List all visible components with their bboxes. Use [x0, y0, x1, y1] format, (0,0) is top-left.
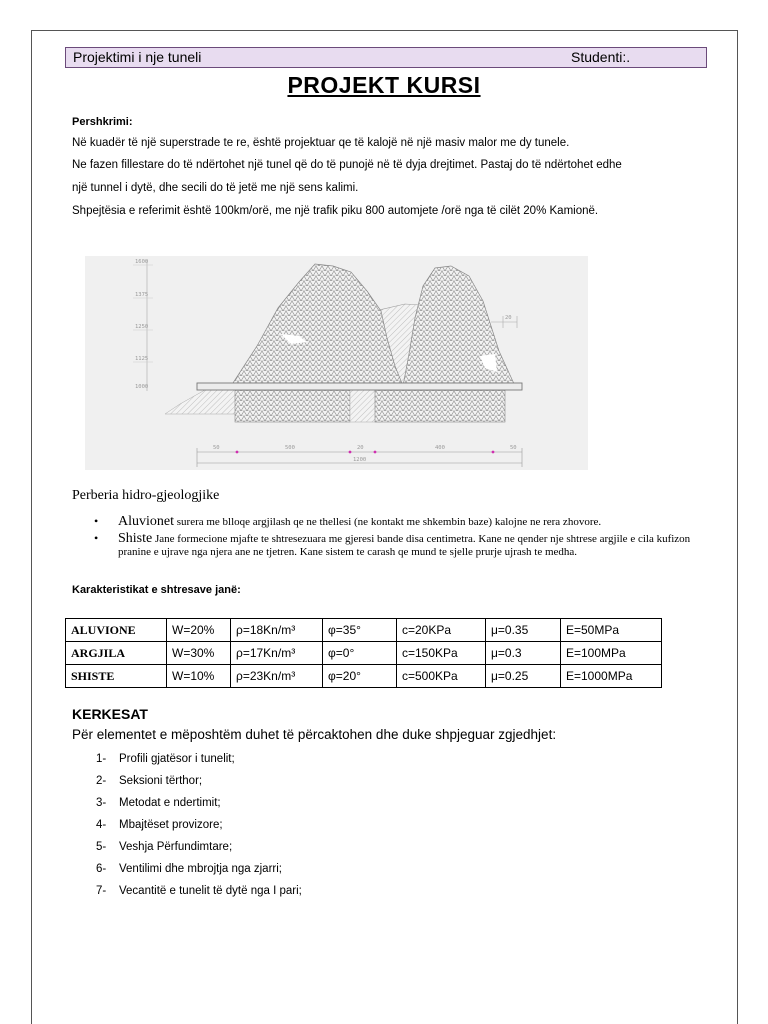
- table-row: [66, 642, 662, 665]
- dimension-label: 50: [213, 445, 220, 451]
- table-cell: c=20KPa: [397, 619, 486, 642]
- bullet-icon: •: [94, 531, 99, 545]
- header-course-title: Projektimi i nje tuneli: [73, 49, 202, 65]
- bullet-term: Aluvionet: [118, 514, 174, 529]
- list-text: Vecantitë e tunelit të dytë nga I pari;: [119, 885, 302, 897]
- list-text: Ventilimi dhe mbrojtja nga zjarri;: [119, 863, 282, 875]
- bullet-icon: •: [94, 514, 99, 528]
- table-cell: ρ=17Kn/m³: [231, 642, 323, 665]
- left-base-block: [235, 390, 350, 422]
- requirements-list: [96, 751, 302, 905]
- table-row: [66, 619, 662, 642]
- table-cell: c=150KPa: [397, 642, 486, 665]
- table-cell: φ=0°: [323, 642, 397, 665]
- table-cell: μ=0.3: [486, 642, 561, 665]
- list-item: [96, 883, 302, 905]
- right-base-block: [375, 390, 505, 422]
- description-label: Pershkrimi:: [72, 116, 133, 128]
- elevation-tick-label: 1000: [135, 384, 149, 390]
- elevation-tick-label: 1125: [135, 356, 149, 362]
- table-cell: SHISTE: [66, 665, 167, 688]
- elevation-tick-label: 1375: [135, 292, 149, 298]
- table-cell: W=30%: [167, 642, 231, 665]
- table-cell: ARGJILA: [66, 642, 167, 665]
- list-number: 1-: [96, 753, 107, 765]
- table-cell: φ=35°: [323, 619, 397, 642]
- list-number: 7-: [96, 885, 107, 897]
- list-number: 3-: [96, 797, 107, 809]
- list-text: Veshja Përfundimtare;: [119, 841, 233, 853]
- table-cell: ALUVIONE: [66, 619, 167, 642]
- description-line: një tunnel i dytë, dhe secili do të jetë me një sens kalimi.: [72, 182, 359, 194]
- description-line: Në kuadër të një superstrade te re, është projektuar qe të kalojë në një masiv malor me dy tunele.: [72, 137, 570, 149]
- list-number: 5-: [96, 841, 107, 853]
- elevation-tick-label: 1250: [135, 324, 149, 330]
- list-item: [96, 817, 302, 839]
- table-cell: ρ=18Kn/m³: [231, 619, 323, 642]
- bullet-term: Shiste: [118, 531, 153, 546]
- dimension-label: 500: [285, 445, 295, 451]
- table-cell: W=10%: [167, 665, 231, 688]
- header-student-label: Studenti:.: [571, 49, 631, 65]
- hydro-geology-heading: Perberia hidro-gjeologjike: [72, 488, 220, 503]
- list-text: Mbajtëset provizore;: [119, 819, 223, 831]
- list-text: Seksioni tërthor;: [119, 775, 203, 787]
- list-number: 6-: [96, 863, 107, 875]
- dimension-total-label: 1200: [353, 457, 367, 463]
- table-cell: E=1000MPa: [561, 665, 662, 688]
- geological-profile-figure: [85, 256, 588, 470]
- table-cell: E=50MPa: [561, 619, 662, 642]
- list-item: [72, 515, 692, 529]
- layers-label: Karakteristikat e shtresave janë:: [72, 584, 241, 596]
- bullet-text: Jane formecione mjafte te shtresezuara me gjeresi bande disa centimetra. Kane ne qender nje shtrese argjile e cila kufizon pranine e ujrave nga njera ane ne tjetren. Kane sistem te carash qe mund te sjelle prurje ujrash te medha.: [118, 533, 691, 558]
- hydro-bullet-list: [72, 515, 692, 562]
- table-cell: μ=0.25: [486, 665, 561, 688]
- elevation-tick-label: 1600: [135, 259, 149, 265]
- table-cell: c=500KPa: [397, 665, 486, 688]
- table-cell: μ=0.35: [486, 619, 561, 642]
- table-cell: ρ=23Kn/m³: [231, 665, 323, 688]
- list-text: Metodat e ndertimit;: [119, 797, 221, 809]
- list-item: [96, 861, 302, 883]
- header-bar: [65, 47, 707, 68]
- table-cell: E=100MPa: [561, 642, 662, 665]
- list-item: [96, 839, 302, 861]
- list-number: 4-: [96, 819, 107, 831]
- dimension-label: 20: [357, 445, 364, 451]
- list-number: 2-: [96, 775, 107, 787]
- soil-properties-table: [65, 618, 662, 688]
- bullet-text: surera me blloqe argjilash qe ne thellesi (ne kontakt me shkembin baze) kalojne ne rera zhovore.: [174, 516, 602, 528]
- requirements-intro: Për elementet e mëposhtëm duhet të përcaktohen dhe duke shpjeguar zgjedhjet:: [72, 727, 557, 742]
- list-item: [96, 751, 302, 773]
- table-row: [66, 665, 662, 688]
- page-title: PROJEKT KURSI: [287, 72, 481, 98]
- dimension-label: 400: [435, 445, 445, 451]
- list-item: [96, 795, 302, 817]
- requirements-title: KERKESAT: [72, 706, 148, 722]
- callout-label: 20: [505, 315, 512, 321]
- list-text: Profili gjatësor i tunelit;: [119, 753, 235, 765]
- description-line: Ne fazen fillestare do të ndërtohet një tunel që do të punojë në të dyja drejtimet. Pastaj do të ndërtohet edhe: [72, 159, 622, 171]
- tunnel-alignment: [197, 383, 522, 390]
- list-item: [72, 532, 692, 559]
- table-cell: W=20%: [167, 619, 231, 642]
- table-cell: φ=20°: [323, 665, 397, 688]
- dimension-label: 50: [510, 445, 517, 451]
- list-item: [96, 773, 302, 795]
- description-line: Shpejtësia e referimit është 100km/orë, me një trafik piku 800 automjete /orë nga të cilët 20% Kamionë.: [72, 205, 599, 217]
